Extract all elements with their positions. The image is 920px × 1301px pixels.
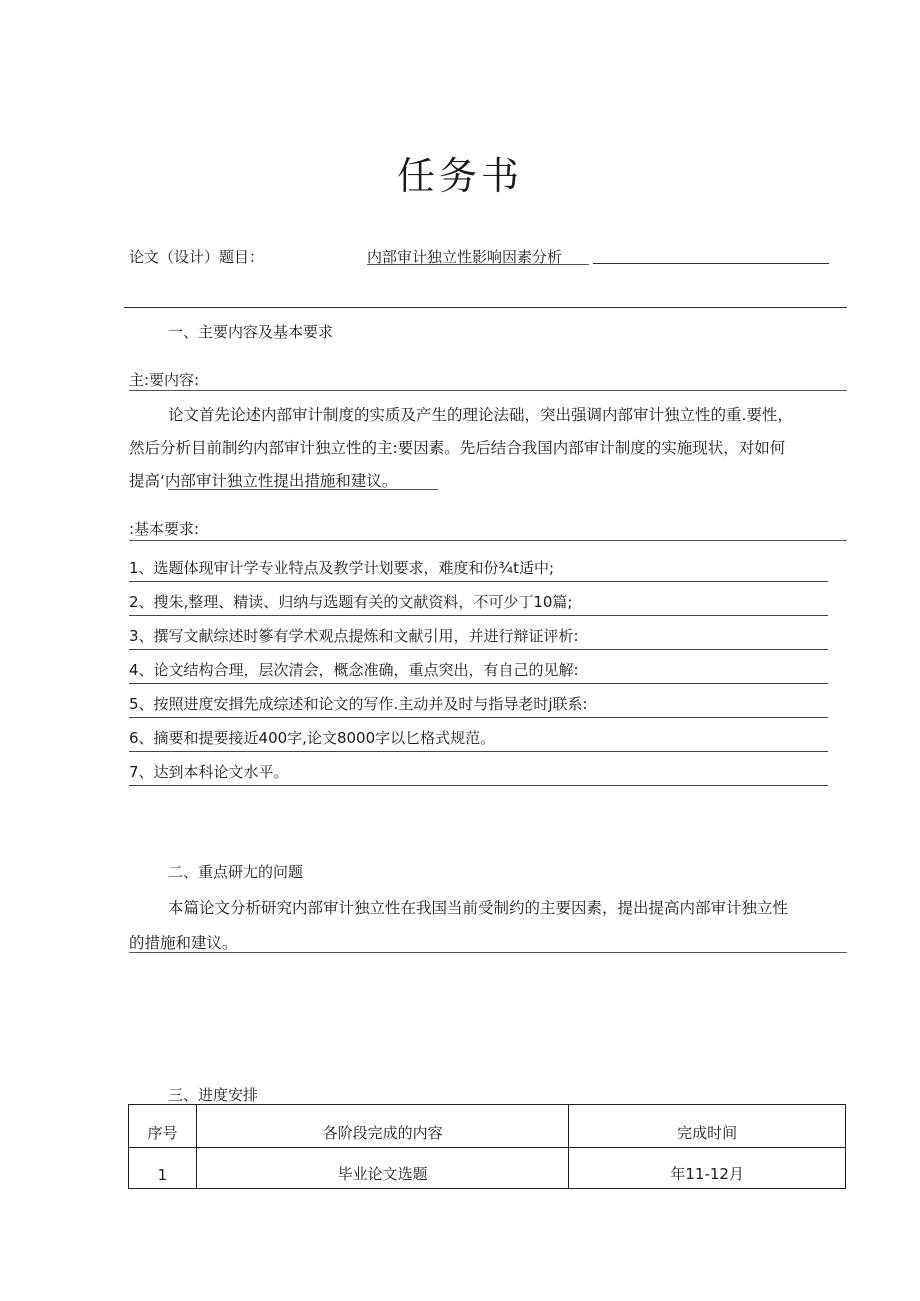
requirements-label-rule: [129, 540, 847, 541]
row-number: 1: [129, 1148, 197, 1189]
document-title: 任务书: [396, 154, 523, 198]
section2-rule: [129, 952, 847, 953]
col-header-number: 序号: [129, 1105, 197, 1148]
topic-value: 内部审计独立性影响因素分析: [367, 248, 563, 266]
content-label-rule: [129, 390, 847, 391]
requirement-item-4: 4、论文结构合理，层次清会，概念准确，重点突出，有自己的见解:: [129, 659, 828, 684]
topic-underline: [593, 263, 829, 264]
requirement-item-7: 7、达到本科论文水平。: [129, 761, 828, 786]
content-line-1: 论文首先论述内部审计制度的实质及产生的理论法础，突出强调内部审计独立性的重.要性，: [168, 406, 793, 424]
row-time: 年11-12月: [569, 1148, 846, 1189]
content-line-3: 提高‘内部审计独立性提出措施和建议。: [129, 472, 398, 490]
topic-label: 论文（设计）题目：: [129, 248, 265, 266]
topic-value-underline: [367, 264, 589, 265]
col-header-time: 完成时间: [569, 1105, 846, 1148]
requirements-label: :基本要求:: [129, 520, 200, 538]
section1-heading: 一、主要内容及基本要求: [168, 323, 334, 341]
schedule-table: [128, 1104, 846, 1189]
section2-heading: 二、重点研尢的问题: [168, 863, 304, 881]
requirement-item-6: 6、摘要和提要接近400字,论文8000字以匕格式规范。: [129, 727, 828, 752]
requirement-item-2: 2、搜朱,整理、精读、归纳与选题有关的文献资料，不可少丁10篇;: [129, 591, 828, 616]
section2-line-2: 的措施和建议。: [129, 934, 238, 952]
col-header-content: 各阶段完成的内容: [196, 1105, 568, 1148]
requirement-item-3: 3、撰写文献综述时篸有学术观点提炼和文献引用，并进行辩证评析:: [129, 625, 828, 650]
content-label: 主:要内容:: [129, 371, 200, 389]
section-divider: [124, 307, 847, 308]
content-line-3-underline: [168, 489, 438, 490]
requirement-item-1: 1、选题体现审计学专业特点及教学计划要求，难度和份¾t适中;: [129, 557, 828, 582]
content-line-2: 然后分析目前制约内部审计独立性的主:要因素。先后结合我国内部审计制度的实施现状，对如何: [129, 439, 786, 457]
section2-line-1: 本篇论文分析研究内部审计独立性在我国当前受制约的主要因素，提出提高内部审计独立性: [168, 899, 789, 917]
section3-heading: 三、进度安排: [168, 1086, 259, 1104]
table-row: [129, 1148, 846, 1189]
schedule-header-row: [129, 1105, 846, 1148]
requirement-item-5: 5、按照进度安揖先成综述和论文的写作.主动并及时与指导老时j联系:: [129, 693, 828, 718]
row-content: 毕业论文选题: [196, 1148, 568, 1189]
